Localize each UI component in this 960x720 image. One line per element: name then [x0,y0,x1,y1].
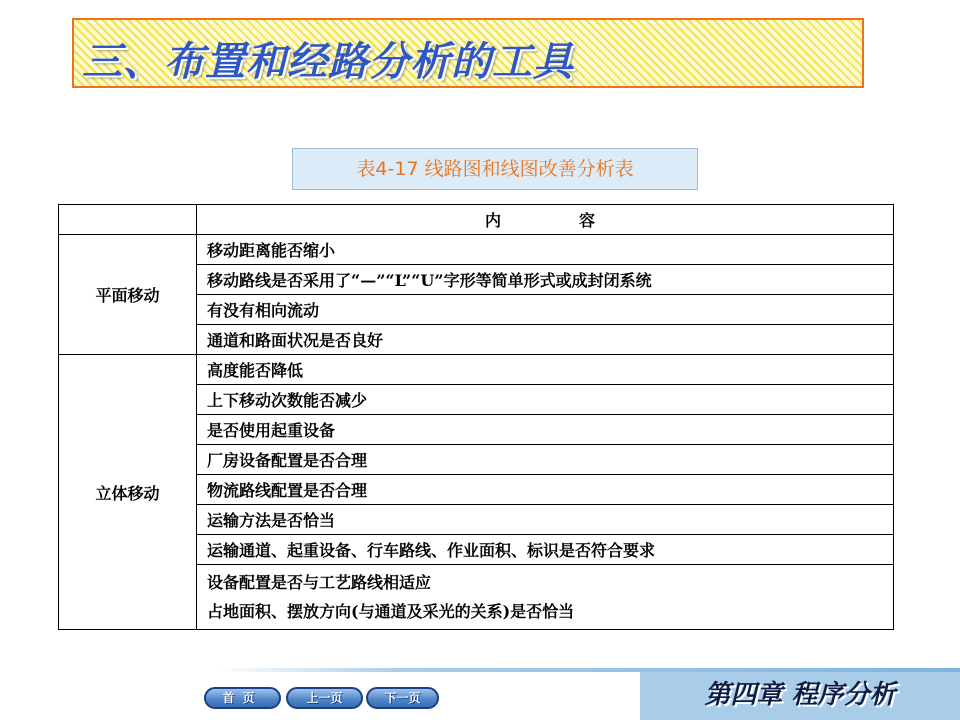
table-cell: 通道和路面状况是否良好 [197,325,894,355]
table-cell-line: 占地面积、摆放方向(与通道及采光的关系)是否恰当 [207,602,575,621]
previous-page-button[interactable]: 上一页 [286,687,363,709]
table-header-row [59,205,894,235]
table-cell: 移动路线是否采用了“—”“L”“U”字形等简单形式或成封闭系统 [197,265,894,295]
next-page-button[interactable]: 下一页 [366,687,439,709]
chapter-label: 第四章 程序分析 [640,672,960,720]
page-title: 三、布置和经路分析的工具 [82,39,574,85]
table-cell: 物流路线配置是否合理 [197,475,894,505]
table-cell: 上下移动次数能否减少 [197,385,894,415]
table-cell: 运输方法是否恰当 [197,505,894,535]
header-empty-cell [59,205,197,235]
analysis-table [58,204,894,630]
table-row [59,235,894,265]
table-cell: 移动距离能否缩小 [197,235,894,265]
table-cell: 运输通道、起重设备、行车路线、作业面积、标识是否符合要求 [197,535,894,565]
category-cell-vertical: 立体移动 [59,355,197,630]
table-cell: 有没有相向流动 [197,295,894,325]
table-cell: 是否使用起重设备 [197,415,894,445]
table-caption: 表4-17 线路图和线图改善分析表 [292,148,698,190]
category-cell-plane: 平面移动 [59,235,197,355]
table-cell-multiline [197,565,894,630]
header-content-label: 内容 [197,205,894,235]
first-page-button[interactable]: 首页 [204,687,281,709]
title-banner [72,18,864,88]
table-cell: 高度能否降低 [197,355,894,385]
table-cell-line: 设备配置是否与工艺路线相适应 [207,573,432,592]
table-row [59,355,894,385]
table-cell: 厂房设备配置是否合理 [197,445,894,475]
